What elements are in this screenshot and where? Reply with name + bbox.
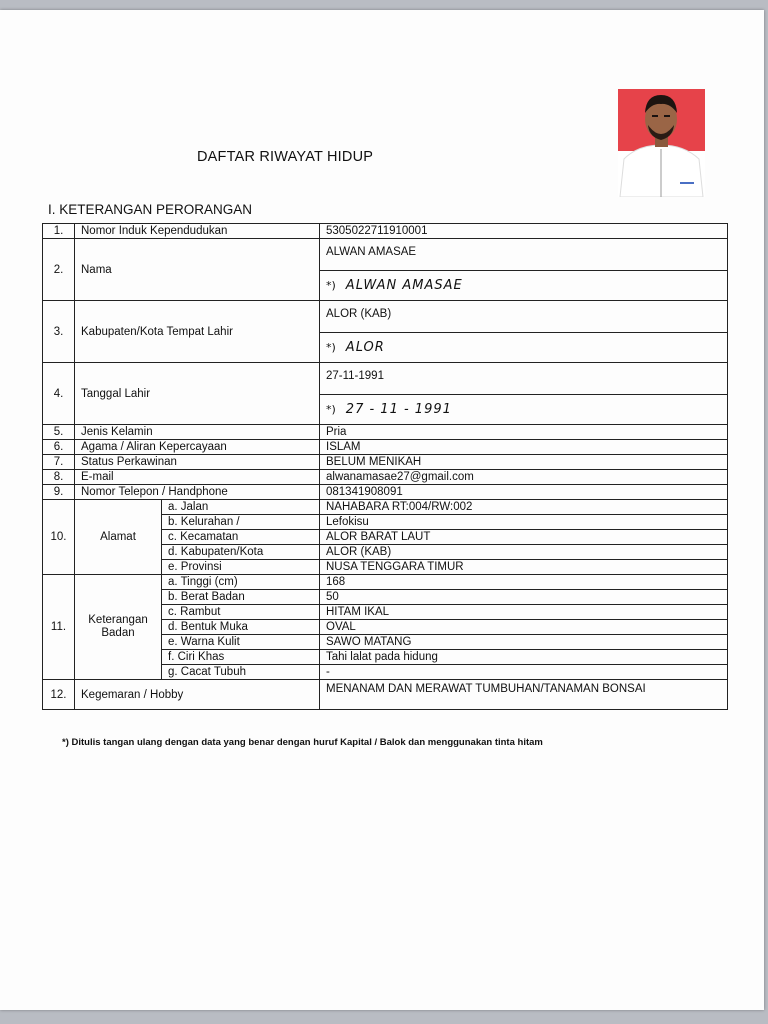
field-value: 168	[320, 575, 728, 590]
field-value: NUSA TENGGARA TIMUR	[320, 560, 728, 575]
field-value: alwanamasae27@gmail.com	[320, 470, 728, 485]
section-title: I. KETERANGAN PERORANGAN	[48, 202, 253, 217]
subfield-label: a. Tinggi (cm)	[162, 575, 320, 590]
row-number: 7.	[43, 455, 75, 470]
field-value: HITAM IKAL	[320, 605, 728, 620]
field-value: 5305022711910001	[320, 224, 728, 239]
row-number: 12.	[43, 680, 75, 710]
subfield-label: b. Berat Badan	[162, 590, 320, 605]
subfield-label: b. Kelurahan /	[162, 515, 320, 530]
handwritten-text: ALWAN AMASAE	[345, 278, 463, 293]
table-row	[43, 224, 728, 239]
field-value: -	[320, 665, 728, 680]
field-value: 081341908091	[320, 485, 728, 500]
field-value: ALOR (KAB)	[320, 301, 728, 333]
field-value: OVAL	[320, 620, 728, 635]
table-row	[43, 239, 728, 271]
field-value: ALWAN AMASAE	[320, 239, 728, 271]
field-label: Jenis Kelamin	[75, 425, 320, 440]
document-title: DAFTAR RIWAYAT HIDUP	[197, 149, 374, 165]
row-number: 6.	[43, 440, 75, 455]
asterisk-note: *)	[326, 279, 336, 292]
field-value: 27-11-1991	[320, 363, 728, 395]
row-number: 4.	[43, 363, 75, 425]
subfield-label: e. Warna Kulit	[162, 635, 320, 650]
row-number: 5.	[43, 425, 75, 440]
table-row	[43, 301, 728, 333]
table-row	[43, 440, 728, 455]
field-label: Nama	[75, 239, 320, 301]
field-value: BELUM MENIKAH	[320, 455, 728, 470]
field-label: Kabupaten/Kota Tempat Lahir	[75, 301, 320, 363]
asterisk-note: *)	[326, 403, 336, 416]
field-value: Pria	[320, 425, 728, 440]
row-number: 9.	[43, 485, 75, 500]
field-value: ALOR (KAB)	[320, 545, 728, 560]
table-row	[43, 470, 728, 485]
field-value: Lefokisu	[320, 515, 728, 530]
row-number: 8.	[43, 470, 75, 485]
handwritten-value	[320, 271, 728, 301]
field-value: NAHABARA RT:004/RW:002	[320, 500, 728, 515]
field-value: MENANAM DAN MERAWAT TUMBUHAN/TANAMAN BONSAI	[320, 680, 728, 710]
table-row	[43, 363, 728, 395]
row-number: 3.	[43, 301, 75, 363]
personal-info-table	[42, 223, 728, 710]
field-value: Tahi lalat pada hidung	[320, 650, 728, 665]
row-number: 10.	[43, 500, 75, 575]
handwritten-value	[320, 395, 728, 425]
handwritten-text: 27 - 11 - 1991	[345, 402, 452, 417]
field-label: Tanggal Lahir	[75, 363, 320, 425]
field-label: Kegemaran / Hobby	[75, 680, 320, 710]
handwritten-value	[320, 333, 728, 363]
row-number: 1.	[43, 224, 75, 239]
table-row	[43, 680, 728, 710]
table-row	[43, 485, 728, 500]
field-label: Status Perkawinan	[75, 455, 320, 470]
subfield-label: a. Jalan	[162, 500, 320, 515]
table-row	[43, 455, 728, 470]
row-number: 2.	[43, 239, 75, 301]
field-label: Nomor Telepon / Handphone	[75, 485, 320, 500]
subfield-label: c. Rambut	[162, 605, 320, 620]
field-label: Agama / Aliran Kepercayaan	[75, 440, 320, 455]
field-value: ISLAM	[320, 440, 728, 455]
field-label: Alamat	[75, 500, 162, 575]
field-value: ALOR BARAT LAUT	[320, 530, 728, 545]
profile-photo	[618, 89, 705, 197]
handwritten-text: ALOR	[345, 340, 385, 355]
field-label: E-mail	[75, 470, 320, 485]
table-row	[43, 425, 728, 440]
subfield-label: e. Provinsi	[162, 560, 320, 575]
field-value: 50	[320, 590, 728, 605]
table-row	[43, 500, 728, 515]
table-row	[43, 575, 728, 590]
field-label: Nomor Induk Kependudukan	[75, 224, 320, 239]
row-number: 11.	[43, 575, 75, 680]
subfield-label: f. Ciri Khas	[162, 650, 320, 665]
subfield-label: d. Kabupaten/Kota	[162, 545, 320, 560]
person-image	[618, 89, 705, 197]
footnote: *) Ditulis tangan ulang dengan data yang benar dengan huruf Kapital / Balok dan menggunakan tinta hitam	[62, 737, 543, 748]
asterisk-note: *)	[326, 341, 336, 354]
subfield-label: c. Kecamatan	[162, 530, 320, 545]
subfield-label: d. Bentuk Muka	[162, 620, 320, 635]
subfield-label: g. Cacat Tubuh	[162, 665, 320, 680]
field-value: SAWO MATANG	[320, 635, 728, 650]
field-label: Keterangan Badan	[75, 575, 162, 680]
